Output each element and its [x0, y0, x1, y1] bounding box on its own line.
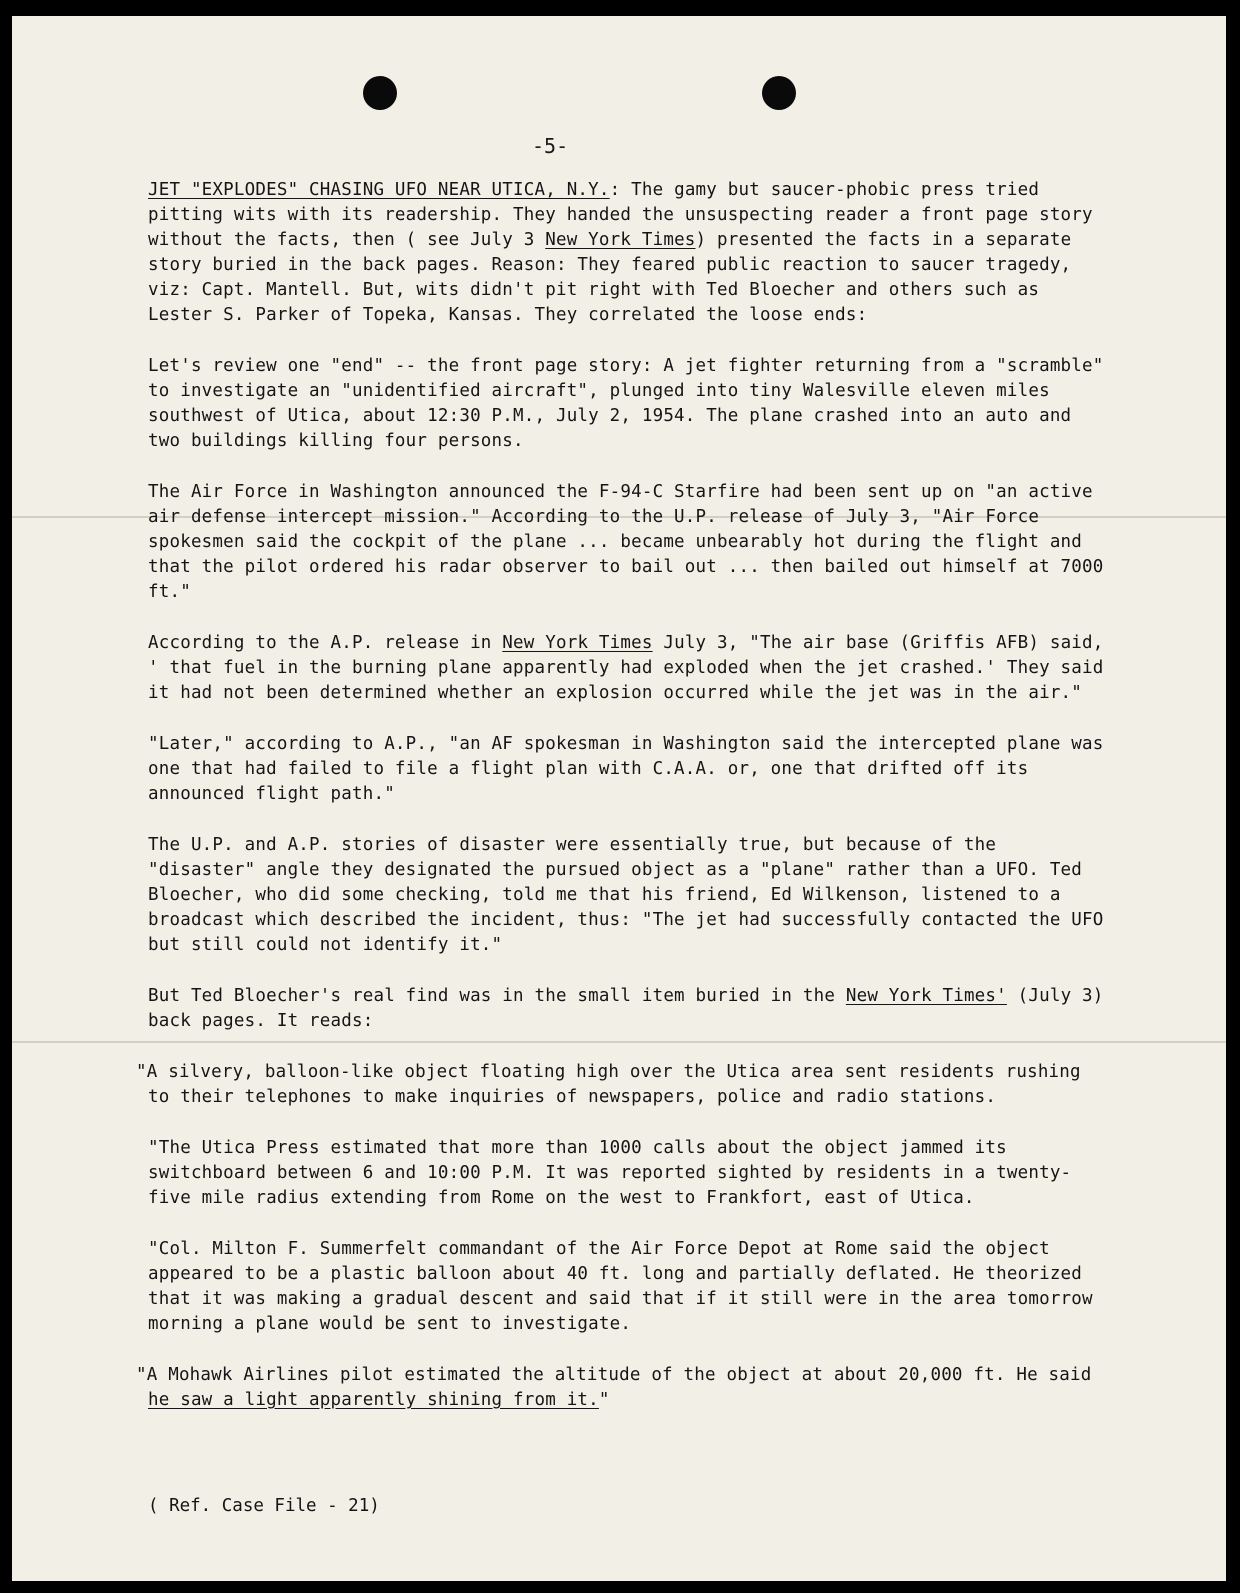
- paragraph: But Ted Bloecher's real find was in the small item buried in the New York Times' (July 3) back pages. It reads:: [148, 986, 1104, 1031]
- publication-title: New York Times': [845, 986, 1007, 1006]
- article-body: [136, 178, 1108, 1439]
- publication-title: New York Times: [502, 633, 653, 653]
- headline: JET "EXPLODES" CHASING UFO NEAR UTICA, N.Y.: [148, 180, 610, 200]
- paragraph: According to the A.P. release in New York Times July 3, "The air base (Griffis AFB) said, ' that fuel in the burning plane apparently had exploded when the jet crashed.' They said it had not been determined whether an explosion occurred while the jet was in the air.": [148, 633, 1104, 703]
- punch-hole-left: [363, 76, 397, 110]
- quoted-paragraph: "The Utica Press estimated that more than 1000 calls about the object jammed its switchboard between 6 and 10:00 P.M. It was reported sighted by residents in a twenty-five mile radius extending from Rome on the west to Frankfort, east of Utica.: [148, 1138, 1072, 1208]
- punch-hole-right: [762, 76, 796, 110]
- document-page: [12, 16, 1226, 1581]
- paragraph: The Air Force in Washington announced the F-94-C Starfire had been sent up on "an active air defense intercept mission." According to the U.P. release of July 3, "Air Force spokesmen said the cockpit of the plane ... became unbearably hot during the flight and that the pilot ordered his radar observer to bail out ... then bailed out himself at 7000 ft.": [148, 482, 1104, 602]
- paragraph: "Later," according to A.P., "an AF spokesman in Washington said the intercepted plane was one that had failed to file a flight plan with C.A.A. or, one that drifted off its announced flight path.": [148, 734, 1104, 804]
- quoted-paragraph: "A silvery, balloon-like object floating high over the Utica area sent residents rushing to their telephones to make inquiries of newspapers, police and radio stations.: [136, 1062, 1081, 1107]
- paragraph-headline: JET "EXPLODES" CHASING UFO NEAR UTICA, N.Y.: The gamy but saucer-phobic press tried pitting wits with its readership. They handed the unsuspecting reader a front page story without the facts, then ( see July 3 New York Times) presented the facts in a separate story buried in the back pages. Reason: They feared public reaction to saucer tragedy, viz: Capt. Mantell. But, wits didn't pit right with Ted Bloecher and others such as Lester S. Parker of Topeka, Kansas. They correlated the loose ends:: [148, 180, 1093, 325]
- underlined-quote: he saw a light apparently shining from it.: [148, 1390, 599, 1410]
- case-file-reference: ( Ref. Case File - 21): [148, 1496, 380, 1516]
- paragraph: The U.P. and A.P. stories of disaster were essentially true, but because of the "disaster" angle they designated the pursued object as a "plane" rather than a UFO. Ted Bloecher, who did some checking, told me that his friend, Ed Wilkenson, listened to a broadcast which described the incident, thus: "The jet had successfully contacted the UFO but still could not identify it.": [148, 835, 1104, 955]
- quoted-paragraph: "A Mohawk Airlines pilot estimated the altitude of the object at about 20,000 ft. He said he saw a light apparently shining from it.": [136, 1365, 1092, 1410]
- paragraph: Let's review one "end" -- the front page story: A jet fighter returning from a "scramble" to investigate an "unidentified aircraft", plunged into tiny Walesville eleven miles southwest of Utica, about 12:30 P.M., July 2, 1954. The plane crashed into an auto and two buildings killing four persons.: [148, 356, 1104, 451]
- quoted-paragraph: "Col. Milton F. Summerfelt commandant of the Air Force Depot at Rome said the object appeared to be a plastic balloon about 40 ft. long and partially deflated. He theorized that it was making a gradual descent and said that if it still were in the area tomorrow morning a plane would be sent to investigate.: [148, 1239, 1093, 1334]
- page-number: -5-: [532, 134, 569, 158]
- publication-title: New York Times: [545, 230, 696, 250]
